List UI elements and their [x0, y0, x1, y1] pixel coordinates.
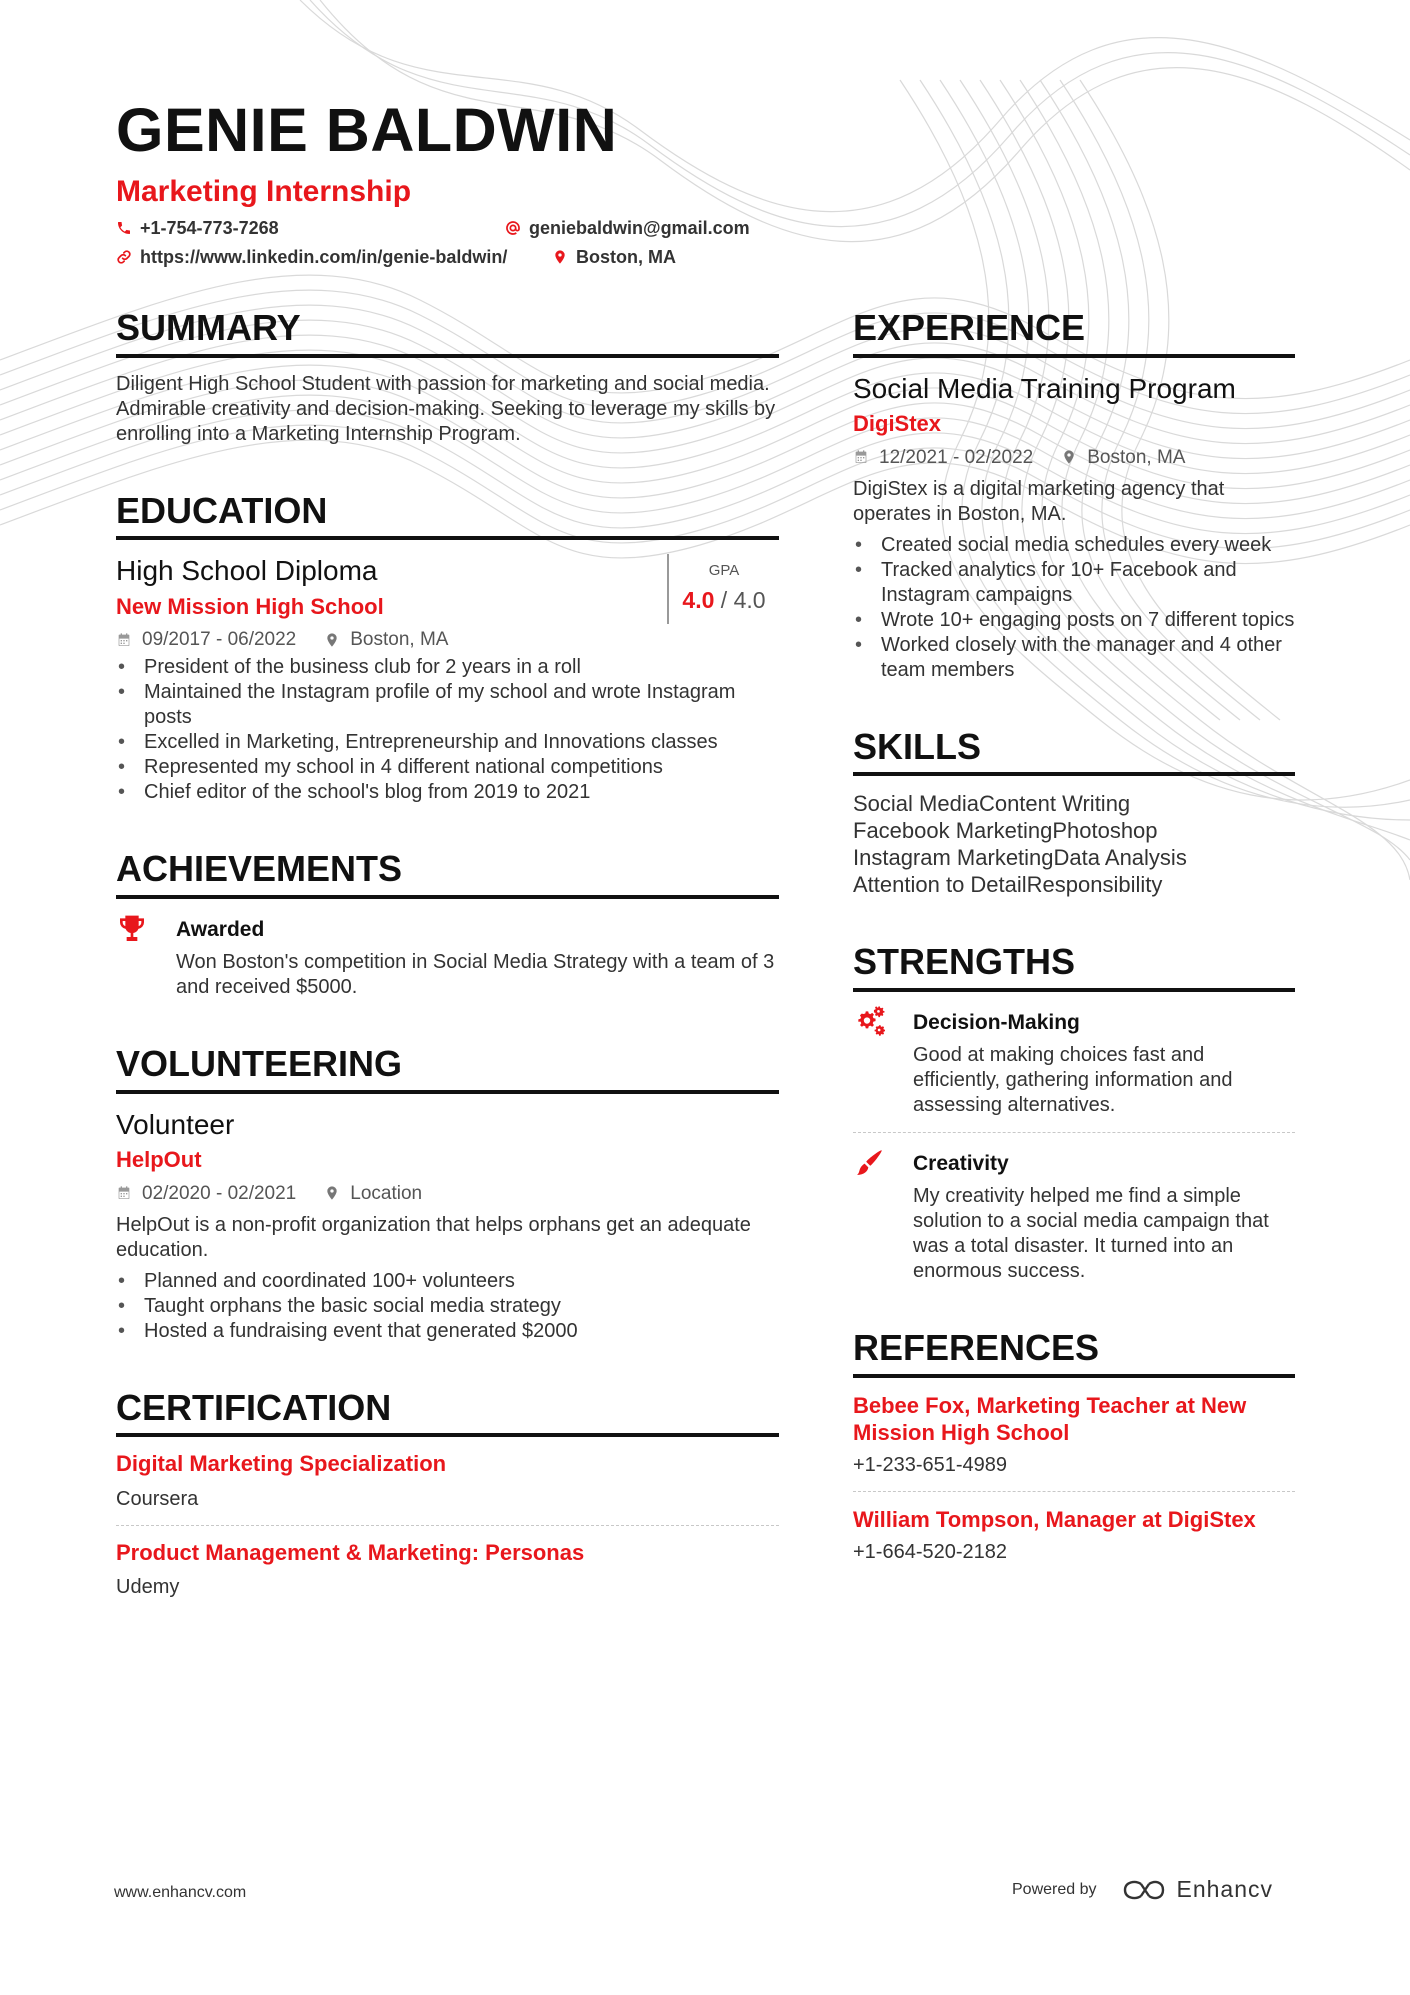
footer-powered-by[interactable] [1012, 1876, 1273, 1903]
list-item: • Created social media schedules every week [853, 533, 1295, 558]
education-meta [116, 630, 779, 649]
gpa-box [667, 554, 779, 624]
skill-line: Social MediaContent Writing [853, 791, 1131, 817]
experience-heading: EXPERIENCE [853, 308, 1295, 358]
strength-title: Decision-Making [913, 1010, 1080, 1034]
experience-meta [853, 448, 1295, 467]
list-item: • Maintained the Instagram profile of my school and wrote Instagram posts [116, 680, 779, 730]
list-item: • Excelled in Marketing, Entrepreneurship and Innovations classes [116, 730, 779, 755]
degree-title: High School Diploma [116, 555, 378, 587]
footer-website[interactable]: www.enhancv.com [114, 1884, 247, 1901]
skills-heading: SKILLS [853, 727, 1295, 777]
enhancv-logo-icon [1121, 1878, 1167, 1902]
list-item: • Tracked analytics for 10+ Facebook and Instagram campaigns [853, 558, 1295, 608]
brand-name: Enhancv [1176, 1876, 1274, 1902]
left-column [116, 308, 779, 1643]
email-text: geniebaldwin@gmail.com [529, 218, 750, 238]
strength-title: Creativity [913, 1151, 1009, 1175]
gpa-value: 4.0 [682, 587, 715, 614]
skill-line: Facebook MarketingPhotoshop [853, 818, 1158, 844]
achievements-section [116, 849, 779, 1000]
calendar-icon [853, 449, 869, 465]
strength-text: Good at making choices fast and efficiently, gathering information and assessing alternatives. [913, 1043, 1233, 1116]
gpa-label: GPA [708, 562, 740, 580]
location-pin-icon [324, 1185, 340, 1201]
calendar-icon [116, 1185, 132, 1201]
skill-line: Attention to DetailResponsibility [853, 872, 1163, 898]
summary-section [116, 308, 779, 447]
phone-text: +1-754-773-7268 [140, 218, 279, 238]
candidate-name: GENIE BALDWIN [116, 96, 618, 164]
location-pin-icon [552, 249, 568, 265]
skill-line: Instagram MarketingData Analysis [853, 845, 1187, 871]
contact-email[interactable] [505, 219, 750, 237]
gpa-value-row [669, 587, 779, 614]
certificate-name: Product Management & Marketing: Personas [116, 1539, 585, 1565]
strength-text: My creativity helped me find a simple solution to a social media campaign that was a total disaster. It turned into an enormous success. [913, 1185, 1269, 1283]
divider [853, 1491, 1295, 1492]
at-icon [505, 220, 521, 236]
education-entry [116, 554, 779, 649]
list-item: • Planned and coordinated 100+ volunteers [116, 1269, 779, 1294]
list-item: • President of the business club for 2 years in a roll [116, 655, 779, 680]
list-item: • Worked closely with the manager and 4 other team members [853, 633, 1295, 683]
volunteer-dates: 02/2020 - 02/2021 [142, 1182, 297, 1204]
school-name: New Mission High School [116, 593, 384, 619]
certificate-issuer: Coursera [116, 1487, 199, 1510]
certification-section [116, 1388, 779, 1599]
strength-item [853, 1006, 1295, 1118]
gears-icon [853, 1006, 885, 1038]
summary-text: Diligent High School Student with passion for marketing and social media. Admirable creativity and decision-making. Seeking to leverage my skills by enrolling into a Marketing Internship Program. [116, 372, 776, 445]
list-item: • Represented my school in 4 different national competitions [116, 755, 779, 780]
education-dates: 09/2017 - 06/2022 [142, 629, 297, 651]
volunteer-org: HelpOut [116, 1147, 202, 1173]
skills-list [853, 790, 1295, 898]
powered-by-label: Powered by [1012, 1880, 1097, 1898]
references-section [853, 1328, 1295, 1564]
list-item: • Hosted a fundraising event that generated $2000 [116, 1319, 779, 1344]
achievement-item [116, 913, 779, 1000]
achievement-title: Awarded [176, 917, 265, 941]
contact-location [552, 248, 676, 266]
experience-section [853, 308, 1295, 683]
achievements-heading: ACHIEVEMENTS [116, 849, 779, 899]
reference-name: William Tompson, Manager at DigiStex [853, 1506, 1256, 1532]
experience-dates: 12/2021 - 02/2022 [879, 446, 1034, 468]
reference-name: Bebee Fox, Marketing Teacher at New Mission High School [853, 1392, 1247, 1445]
list-item: • Chief editor of the school's blog from 2019 to 2021 [116, 780, 779, 805]
strengths-heading: STRENGTHS [853, 942, 1295, 992]
calendar-icon [116, 632, 132, 648]
reference-phone: +1-664-520-2182 [853, 1540, 1008, 1563]
references-heading: REFERENCES [853, 1328, 1295, 1378]
experience-role: Social Media Training Program [853, 372, 1236, 404]
phone-icon [116, 220, 132, 236]
achievement-text: Won Boston's competition in Social Media Strategy with a team of 3 and received $5000. [176, 950, 775, 998]
list-item: • Wrote 10+ engaging posts on 7 different topics [853, 608, 1295, 633]
volunteering-section [116, 1044, 779, 1344]
candidate-role: Marketing Internship [116, 175, 412, 208]
summary-heading: SUMMARY [116, 308, 779, 358]
experience-company: DigiStex [853, 411, 942, 437]
volunteer-location: Location [350, 1182, 423, 1204]
volunteer-bullets [116, 1269, 779, 1344]
linkedin-text: https://www.linkedin.com/in/genie-baldwin/ [140, 247, 508, 267]
education-heading: EDUCATION [116, 491, 779, 541]
volunteer-description: HelpOut is a non-profit organization that helps orphans get an adequate education. [116, 1213, 751, 1261]
education-location: Boston, MA [350, 629, 449, 651]
experience-bullets [853, 533, 1295, 683]
skills-section [853, 727, 1295, 899]
education-section [116, 491, 779, 806]
location-pin-icon [1061, 449, 1077, 465]
paintbrush-icon [853, 1147, 885, 1179]
strength-item [853, 1147, 1295, 1284]
volunteer-meta [116, 1184, 779, 1203]
location-text: Boston, MA [576, 247, 676, 267]
divider [853, 1132, 1295, 1133]
location-pin-icon [324, 632, 340, 648]
education-bullets [116, 655, 779, 805]
volunteer-role: Volunteer [116, 1108, 235, 1140]
contact-phone[interactable] [116, 219, 279, 237]
contact-linkedin[interactable] [116, 248, 507, 266]
certificate-issuer: Udemy [116, 1575, 180, 1598]
trophy-icon [116, 913, 148, 945]
volunteering-heading: VOLUNTEERING [116, 1044, 779, 1094]
experience-location: Boston, MA [1087, 446, 1186, 468]
gpa-max: / 4.0 [714, 587, 766, 614]
experience-description: DigiStex is a digital marketing agency that operates in Boston, MA. [853, 477, 1225, 525]
list-item: • Taught orphans the basic social media strategy [116, 1294, 779, 1319]
reference-phone: +1-233-651-4989 [853, 1453, 1008, 1476]
right-column [853, 308, 1295, 1608]
certification-heading: CERTIFICATION [116, 1388, 779, 1438]
strengths-section [853, 942, 1295, 1284]
link-icon [116, 249, 132, 265]
certificate-name: Digital Marketing Specialization [116, 1451, 447, 1477]
divider [116, 1525, 779, 1526]
